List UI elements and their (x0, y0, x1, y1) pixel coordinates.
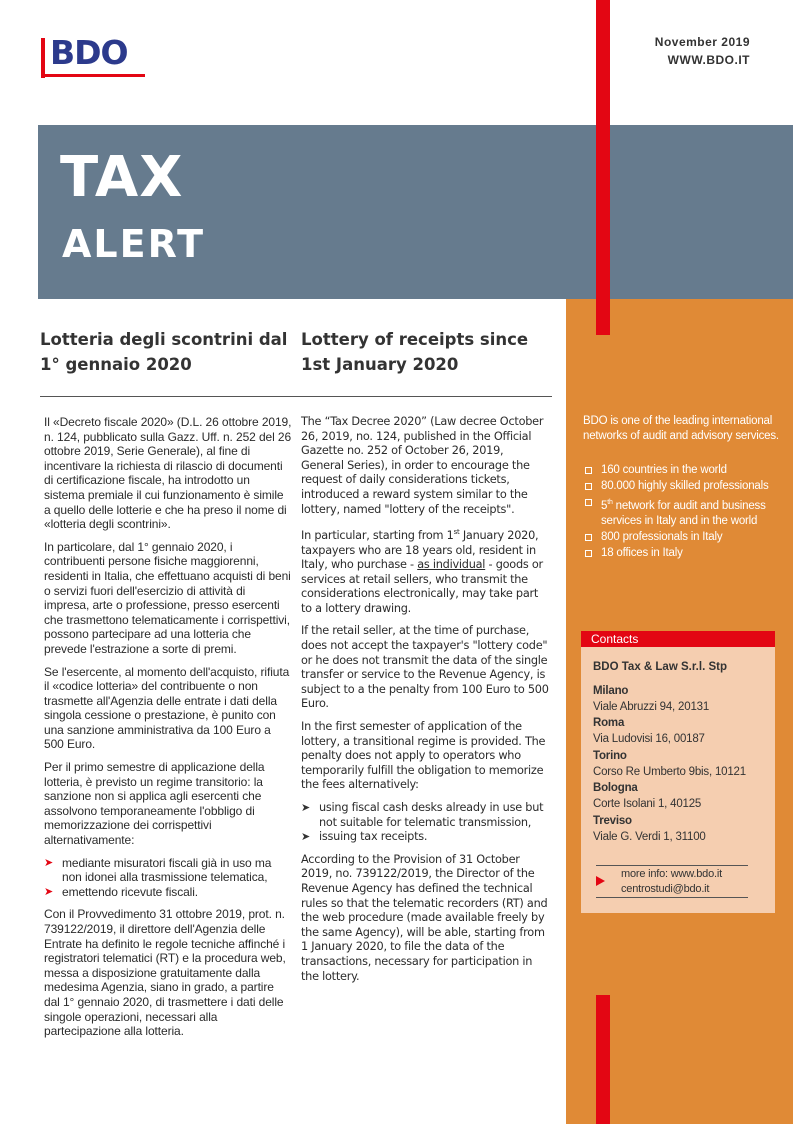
more-info-rule-bottom (596, 897, 748, 898)
issue-date: November 2019 (654, 35, 750, 49)
list-item: ➤ mediante misuratori fiscali già in uso ma non idonei alla trasmissione telematica, (44, 855, 272, 885)
header-info (655, 33, 750, 69)
red-accent-bar-top (596, 0, 610, 335)
office-city: Bologna (593, 782, 638, 794)
paragraph: Per il primo semestre di applicazione della lotteria, è previsto un regime transitorio: la sanzione non si applica agli esercenti che assolvono temporaneamente l'obbligo di memorizzazione dei corrispettivi alternativamente: (44, 760, 265, 848)
square-bullet-icon (585, 499, 592, 506)
arrow-bullet-icon: ➤ (301, 830, 310, 844)
fact-item: 800 professionals in Italy (583, 530, 788, 545)
paragraph: In particular, starting from 1st January 2020, taxpayers who are 18 years old, resident in Italy, who purchase - as individual - goods or services at retail sellers, who transmit the considerations electronically, may take part to a lottery drawing. (301, 528, 543, 615)
logo-red-line-vertical (41, 38, 45, 78)
bdo-logo (41, 33, 145, 78)
list-item: ➤ emettendo ricevute fiscali. (44, 884, 199, 899)
office-entry (593, 715, 705, 747)
square-bullet-icon (585, 483, 592, 490)
arrow-right-icon (596, 876, 605, 886)
paragraph: The “Tax Decree 2020” (Law decree October 26, 2019, no. 124, published in the Official Gazette no. 252 of October 26, 2019, General Series), in order to encourage the request of daily considerations tickets, introduced a reward system similar to the lottery, named "lottery of the receipts". (301, 415, 544, 516)
square-bullet-icon (585, 467, 592, 474)
paragraph: In particolare, dal 1° gennaio 2020, i contribuenti persone fisiche maggiorenni, residenti in Italia, che effettuano acquisti di beni o servizi fuori dell'esercizio di attività di impresa, arte o professione, presso esercenti che trasmettono telematicamente i corrispettivi, possono partecipare ad una lotteria che prevede l'estrazione a sorte di premi. (44, 539, 291, 656)
banner-title-alert: ALERT (62, 222, 206, 266)
office-city: Milano (593, 685, 629, 697)
office-address: Corte Isolani 1, 40125 (593, 798, 702, 810)
sidebar-facts (583, 463, 788, 562)
more-info-rule-top (596, 865, 748, 866)
arrow-bullet-icon: ➤ (44, 856, 54, 869)
fact-item: 18 offices in Italy (583, 546, 788, 561)
title-italian: Lotteria degli scontrini dal 1° gennaio 2020 (40, 330, 288, 374)
office-address: Viale G. Verdi 1, 31100 (593, 831, 706, 843)
office-entry (593, 748, 746, 780)
square-bullet-icon (585, 550, 592, 557)
office-entry (593, 813, 706, 845)
paragraph: If the retail seller, at the time of purchase, does not accept the taxpayer's "lottery code" or he does not transmit the data of the single transfer or service to the Revenue Agency, is subject to a the penalty from 100 Euro to 500 Euro. (301, 624, 549, 711)
list-item: ➤ using fiscal cash desks already in use but not suitable for telematic transmission, (301, 801, 544, 829)
red-accent-bar-bottom (596, 995, 610, 1124)
paragraph: Se l'esercente, al momento dell'acquisto, rifiuta il «codice lotteria» del contribuente o non trasmette all'Agenzia delle entrate i dati della singola cessione o prestazione, è punito con una sanzione amministrativa da 100 Euro a 500 Euro. (44, 664, 290, 752)
office-address: Corso Re Umberto 9bis, 10121 (593, 766, 746, 778)
office-city: Treviso (593, 815, 632, 827)
paragraph: According to the Provision of 31 October 2019, no. 739122/2019, the Director of the Revenue Agency has defined the technical rules so that the telematic recorders (RT) and the web procedure (made available freely by the same Agency), will be able, starting from 1 January 2020, to file the data of the transactions, necessary for participation in the lottery. (301, 852, 548, 983)
paragraph: Con il Provvedimento 31 ottobre 2019, prot. n. 739122/2019, il direttore dell'Agenzia delle Entrate ha definito le regole tecniche affinché i registratori telematici (RT) e la procedura web, messa a disposizione gratuitamente dalla medesima Agenzia, siano in grado, a partire dal 1° gennaio 2020, di trasmettere i dati delle singole operazioni, necessari alla partecipazione alla lotteria. (44, 907, 286, 1039)
office-city: Torino (593, 750, 627, 762)
logo-text: BDO (50, 33, 128, 72)
office-address: Via Ludovisi 16, 00187 (593, 733, 705, 745)
fact-item: 5th network for audit and business services in Italy and in the world (583, 495, 788, 529)
title-divider (40, 396, 552, 397)
bullet-list (44, 856, 292, 900)
sidebar-intro: BDO is one of the leading international networks of audit and advisory services. (583, 415, 779, 442)
more-info-link[interactable]: more info: www.bdo.it (621, 868, 722, 880)
title-english: Lottery of receipts since 1st January 2020 (301, 330, 529, 374)
banner-title-tax: TAX (60, 145, 184, 210)
office-address: Viale Abruzzi 94, 20131 (593, 701, 710, 713)
more-info (621, 867, 722, 897)
office-city: Roma (593, 717, 625, 729)
office-entry (593, 683, 709, 715)
website-link[interactable]: WWW.BDO.IT (667, 53, 750, 67)
arrow-bullet-icon: ➤ (44, 885, 54, 898)
arrow-bullet-icon: ➤ (301, 801, 310, 815)
fact-item: 80.000 highly skilled professionals (583, 479, 788, 494)
italian-column (44, 415, 292, 1047)
office-entry (593, 780, 701, 812)
contact-email[interactable]: centrostudi@bdo.it (621, 883, 710, 895)
contacts-heading: Contacts (591, 632, 639, 646)
english-column (301, 415, 549, 992)
logo-red-line-horizontal (41, 74, 145, 77)
paragraph: Il «Decreto fiscale 2020» (D.L. 26 ottobre 2019, n. 124, pubblicato sulla Gazz. Uff. n. 252 del 26 ottobre 2019, Serie Generale), al fine di incentivare la richiesta di rilascio di documenti di certificazione fiscale, ha introdotto un sistema premiale il cui funzionamento è simile a quello delle lotterie e che ha preso il nome di «lotteria degli scontrini». (44, 415, 292, 532)
list-item: ➤ issuing tax receipts. (301, 830, 428, 844)
company-name: BDO Tax & Law S.r.l. Stp (593, 661, 727, 673)
paragraph: In the first semester of application of the lottery, a transitional regime is provided. The penalty does not apply to operators who temporarily fulfill the obligation to memorize the fees alternatively: (301, 720, 546, 792)
bullet-list (301, 801, 549, 845)
square-bullet-icon (585, 534, 592, 541)
fact-item: 160 countries in the world (583, 463, 788, 478)
